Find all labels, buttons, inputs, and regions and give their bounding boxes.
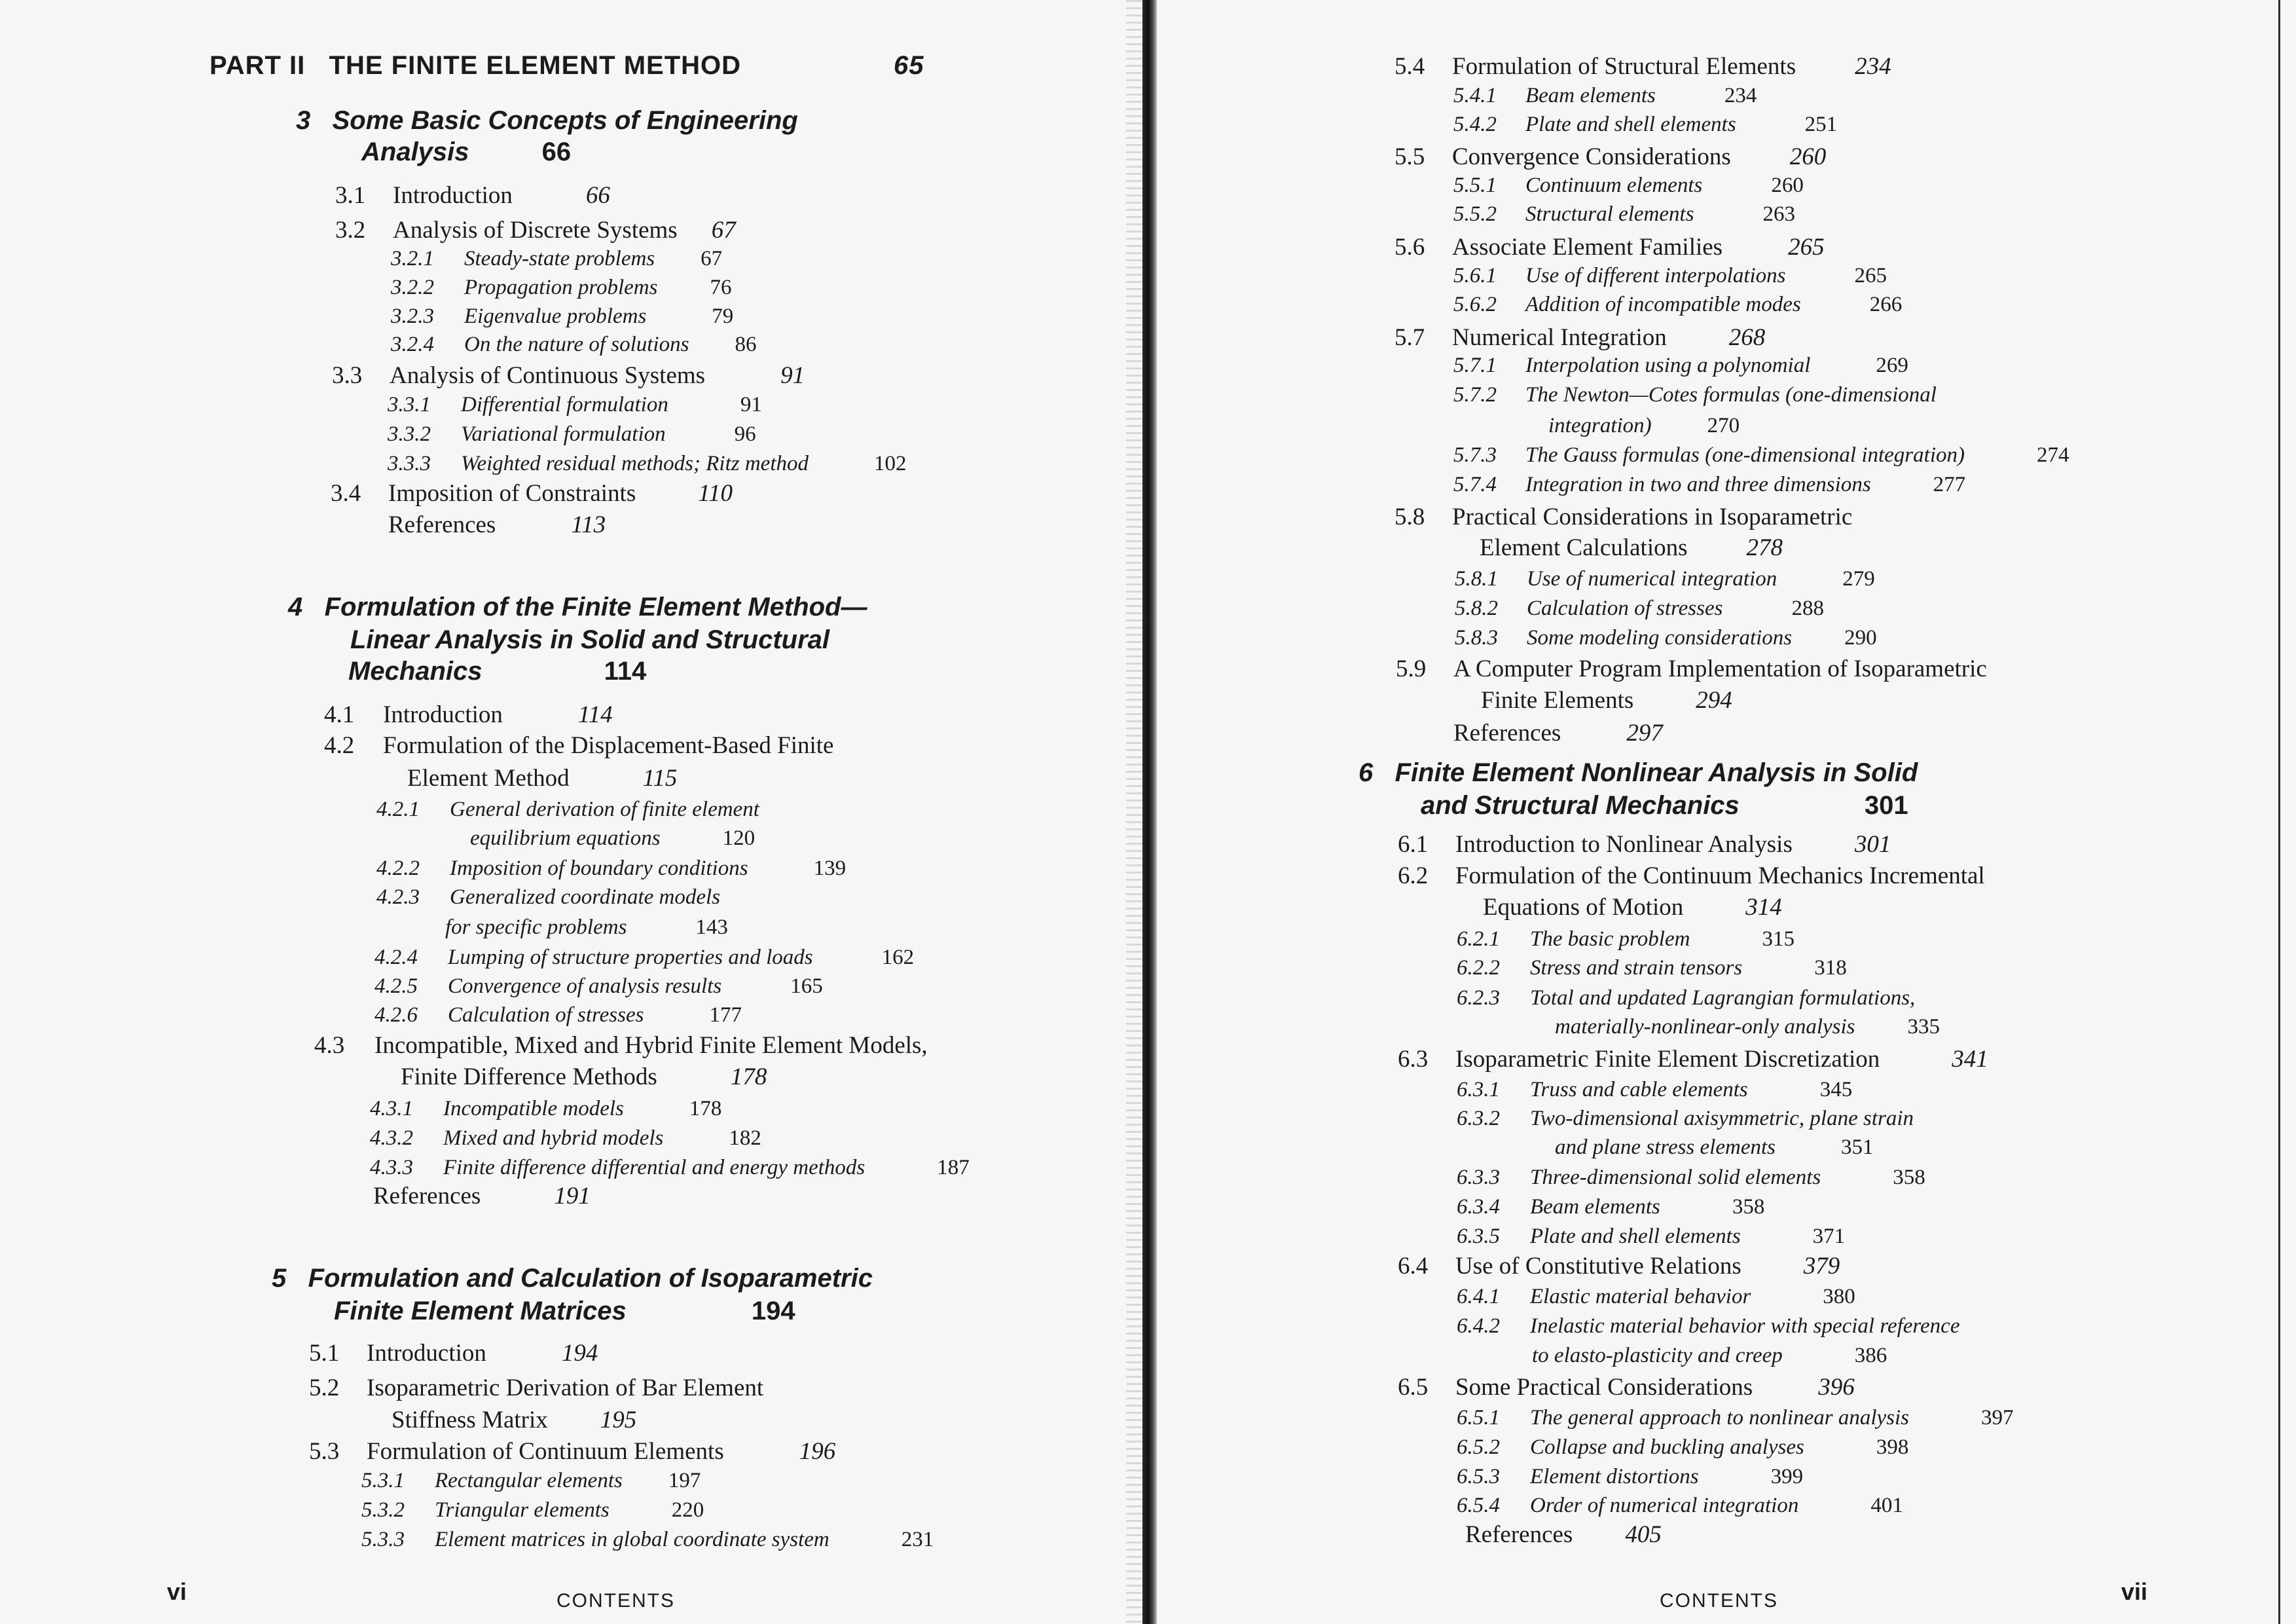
toc-subentry-cont: materially-nonlinear-only analysis 335: [1555, 1015, 1941, 1039]
part-label: PART II: [210, 51, 306, 80]
toc-entry-cont: Element Calculations 278: [1480, 534, 1783, 561]
toc-entry-cont: Equations of Motion 314: [1483, 894, 1782, 921]
toc-entry-cont: Element Method 115: [407, 765, 678, 792]
toc-subentry[interactable]: 5.6.2 Addition of incompatible modes 266: [1453, 293, 1903, 316]
toc-subentry[interactable]: 3.3.3 Weighted residual methods; Ritz method 102: [388, 452, 907, 475]
toc-subentry[interactable]: 5.8.2 Calculation of stresses 288: [1455, 597, 1824, 620]
toc-subentry[interactable]: 5.7.3 The Gauss formulas (one-dimensional integration) 274: [1453, 443, 2069, 467]
chapter-number: 6: [1358, 758, 1374, 787]
toc-subentry[interactable]: 6.3.5 Plate and shell elements 371: [1457, 1225, 1846, 1248]
toc-subentry[interactable]: 6.3.4 Beam elements 358: [1457, 1195, 1765, 1219]
toc-subentry[interactable]: 5.7.1 Interpolation using a polynomial 269: [1453, 354, 1908, 377]
toc-subentry[interactable]: 5.3.2 Triangular elements 220: [361, 1498, 704, 1522]
toc-entry[interactable]: 5.7 Numerical Integration 268: [1394, 324, 1766, 351]
toc-subentry[interactable]: 6.3.3 Three-dimensional solid elements 358: [1457, 1166, 1925, 1189]
toc-subentry[interactable]: 5.5.2 Structural elements 263: [1453, 202, 1796, 226]
part-heading: [210, 51, 924, 81]
toc-subentry[interactable]: 5.5.1 Continuum elements 260: [1453, 174, 1804, 197]
toc-subentry[interactable]: 4.3.2 Mixed and hybrid models 182: [370, 1126, 761, 1150]
toc-subentry-cont: and plane stress elements 351: [1555, 1135, 1874, 1159]
chapter-number: 3: [296, 106, 311, 135]
chapter-page: 66: [541, 138, 572, 166]
toc-entry[interactable]: 4.2 Formulation of the Displacement-Based Finite: [324, 732, 834, 759]
toc-entry[interactable]: 5.3 Formulation of Continuum Elements 196: [309, 1438, 836, 1465]
chapter-title: Formulation of the Finite Element Method—: [324, 593, 867, 621]
toc-subentry[interactable]: 5.4.2 Plate and shell elements 251: [1453, 113, 1838, 136]
toc-references[interactable]: References 405: [1465, 1521, 1662, 1548]
chapter-title: Analysis: [361, 138, 469, 166]
chapter-5-heading-cont: [334, 1297, 795, 1326]
toc-entry[interactable]: 6.5 Some Practical Considerations 396: [1398, 1374, 1855, 1401]
chapter-4-heading-cont: [350, 625, 829, 655]
toc-entry[interactable]: 3.2 Analysis of Discrete Systems 67: [335, 217, 736, 244]
toc-subentry[interactable]: 6.5.3 Element distortions 399: [1457, 1465, 1804, 1488]
chapter-3-heading: [296, 106, 798, 136]
toc-entry-cont: Stiffness Matrix 195: [392, 1407, 637, 1433]
chapter-page: 301: [1864, 791, 1908, 820]
toc-subentry[interactable]: 5.7.4 Integration in two and three dimensions 277: [1453, 473, 1966, 496]
toc-subentry[interactable]: 3.2.1 Steady-state problems 67: [391, 247, 723, 270]
toc-entry[interactable]: 6.2 Formulation of the Continuum Mechanics Incremental: [1398, 862, 1985, 889]
toc-entry[interactable]: 3.4 Imposition of Constraints 110: [331, 480, 733, 507]
toc-subentry[interactable]: 6.5.4 Order of numerical integration 401: [1457, 1494, 1903, 1517]
toc-subentry[interactable]: 4.2.6 Calculation of stresses 177: [374, 1003, 742, 1027]
chapter-title: Formulation and Calculation of Isoparametric: [308, 1264, 873, 1293]
toc-subentry[interactable]: 5.4.1 Beam elements 234: [1453, 84, 1757, 107]
toc-entry[interactable]: 4.3 Incompatible, Mixed and Hybrid Finite Element Models,: [314, 1032, 928, 1059]
toc-entry-cont: Finite Difference Methods 178: [401, 1063, 767, 1090]
toc-subentry-cont: for specific problems 143: [445, 915, 728, 939]
toc-references[interactable]: References 297: [1453, 720, 1663, 747]
book-spine: [1142, 0, 1157, 1624]
toc-subentry[interactable]: 4.2.3 Generalized coordinate models: [376, 885, 721, 909]
chapter-title: Linear Analysis in Solid and Structural: [350, 625, 830, 654]
toc-subentry[interactable]: 4.2.4 Lumping of structure properties and loads 162: [374, 946, 915, 969]
toc-subentry[interactable]: 4.2.5 Convergence of analysis results 165: [374, 974, 823, 998]
toc-subentry[interactable]: 3.3.2 Variational formulation 96: [388, 422, 756, 446]
chapter-title: Finite Element Matrices: [334, 1297, 627, 1325]
toc-subentry-cont: integration) 270: [1548, 414, 1740, 437]
toc-entry[interactable]: 5.8 Practical Considerations in Isoparametric: [1394, 504, 1853, 530]
toc-subentry[interactable]: 4.3.1 Incompatible models 178: [370, 1097, 722, 1120]
page-folio: vi: [167, 1578, 187, 1605]
toc-subentry[interactable]: 6.4.2 Inelastic material behavior with special reference: [1457, 1314, 1960, 1338]
toc-subentry[interactable]: 4.2.2 Imposition of boundary conditions 139: [376, 857, 847, 880]
chapter-3-heading-cont: [361, 138, 571, 167]
right-page: [1159, 0, 2296, 1624]
toc-entry[interactable]: 5.2 Isoparametric Derivation of Bar Element: [309, 1375, 764, 1401]
running-head: CONTENTS: [556, 1590, 675, 1612]
toc-subentry[interactable]: 6.5.2 Collapse and buckling analyses 398: [1457, 1435, 1909, 1459]
toc-subentry[interactable]: 3.3.1 Differential formulation 91: [388, 393, 762, 416]
toc-entry[interactable]: 5.5 Convergence Considerations 260: [1394, 143, 1827, 170]
toc-entry[interactable]: 6.1 Introduction to Nonlinear Analysis 301: [1398, 831, 1891, 858]
toc-entry[interactable]: 5.9 A Computer Program Implementation of Isoparametric: [1396, 655, 1987, 682]
toc-entry[interactable]: 6.4 Use of Constitutive Relations 379: [1398, 1253, 1840, 1280]
toc-entry[interactable]: 6.3 Isoparametric Finite Element Discretization 341: [1398, 1046, 1988, 1073]
toc-subentry[interactable]: 3.2.4 On the nature of solutions 86: [391, 333, 757, 356]
toc-subentry[interactable]: 3.2.2 Propagation problems 76: [391, 276, 732, 299]
toc-subentry[interactable]: 4.3.3 Finite difference differential and energy methods 187: [370, 1156, 970, 1179]
spine-shadow: [1126, 0, 1143, 1624]
toc-entry[interactable]: 4.1 Introduction 114: [324, 701, 613, 728]
toc-subentry[interactable]: 6.3.2 Two-dimensional axisymmetric, plane strain: [1457, 1107, 1914, 1130]
toc-entry[interactable]: 5.4 Formulation of Structural Elements 234: [1394, 53, 1891, 80]
toc-subentry[interactable]: 6.3.1 Truss and cable elements 345: [1457, 1078, 1853, 1101]
toc-subentry[interactable]: 6.4.1 Elastic material behavior 380: [1457, 1285, 1855, 1308]
running-head: CONTENTS: [1660, 1590, 1778, 1612]
toc-subentry[interactable]: 5.3.1 Rectangular elements 197: [361, 1469, 701, 1492]
chapter-page: 194: [751, 1297, 795, 1325]
toc-subentry[interactable]: 6.2.1 The basic problem 315: [1457, 927, 1795, 951]
toc-subentry[interactable]: 5.7.2 The Newton—Cotes formulas (one-dimensional: [1453, 383, 1937, 407]
toc-subentry[interactable]: 5.6.1 Use of different interpolations 265: [1453, 264, 1887, 287]
toc-subentry[interactable]: 3.2.3 Eigenvalue problems 79: [391, 304, 734, 328]
toc-subentry[interactable]: 5.3.3 Element matrices in global coordinate system 231: [361, 1528, 934, 1551]
toc-references[interactable]: References 191: [373, 1183, 591, 1209]
chapter-number: 5: [272, 1264, 287, 1293]
part-title: THE FINITE ELEMENT METHOD: [329, 51, 742, 80]
page-edge: [2278, 0, 2280, 1624]
toc-references[interactable]: References 113: [388, 511, 606, 538]
toc-subentry[interactable]: 5.8.3 Some modeling considerations 290: [1455, 626, 1877, 650]
left-page: [0, 0, 1139, 1624]
toc-entry-cont: Finite Elements 294: [1481, 687, 1732, 714]
toc-subentry-cont: equilibrium equations 120: [470, 826, 756, 850]
chapter-4-heading: [288, 593, 867, 622]
page-folio: vii: [2121, 1578, 2148, 1605]
chapter-number: 4: [288, 593, 303, 621]
toc-subentry[interactable]: 4.2.1 General derivation of finite element: [376, 798, 759, 821]
toc-entry[interactable]: 3.3 Analysis of Continuous Systems 91: [332, 362, 805, 389]
chapter-title: Some Basic Concepts of Engineering: [332, 106, 798, 135]
chapter-title: and Structural Mechanics: [1421, 791, 1740, 820]
toc-subentry[interactable]: 6.5.1 The general approach to nonlinear analysis 397: [1457, 1406, 2014, 1430]
toc-subentry[interactable]: 6.2.3 Total and updated Lagrangian formulations,: [1457, 986, 1916, 1010]
toc-subentry[interactable]: 6.2.2 Stress and strain tensors 318: [1457, 956, 1847, 980]
toc-subentry-cont: to elasto-plasticity and creep 386: [1532, 1344, 1887, 1367]
chapter-4-heading-cont: [348, 657, 646, 686]
toc-subentry[interactable]: 5.8.1 Use of numerical integration 279: [1455, 567, 1875, 591]
toc-entry[interactable]: 5.6 Associate Element Families 265: [1394, 234, 1825, 261]
toc-entry[interactable]: 5.1 Introduction 194: [309, 1340, 598, 1367]
chapter-6-heading-cont: [1421, 791, 1908, 821]
part-page: 65: [894, 51, 924, 80]
chapter-page: 114: [604, 657, 647, 686]
chapter-6-heading: [1358, 758, 1918, 788]
chapter-title: Finite Element Nonlinear Analysis in Solid: [1394, 758, 1918, 787]
chapter-5-heading: [272, 1264, 873, 1293]
toc-entry[interactable]: 3.1 Introduction 66: [335, 182, 610, 209]
chapter-title: Mechanics: [348, 657, 483, 686]
